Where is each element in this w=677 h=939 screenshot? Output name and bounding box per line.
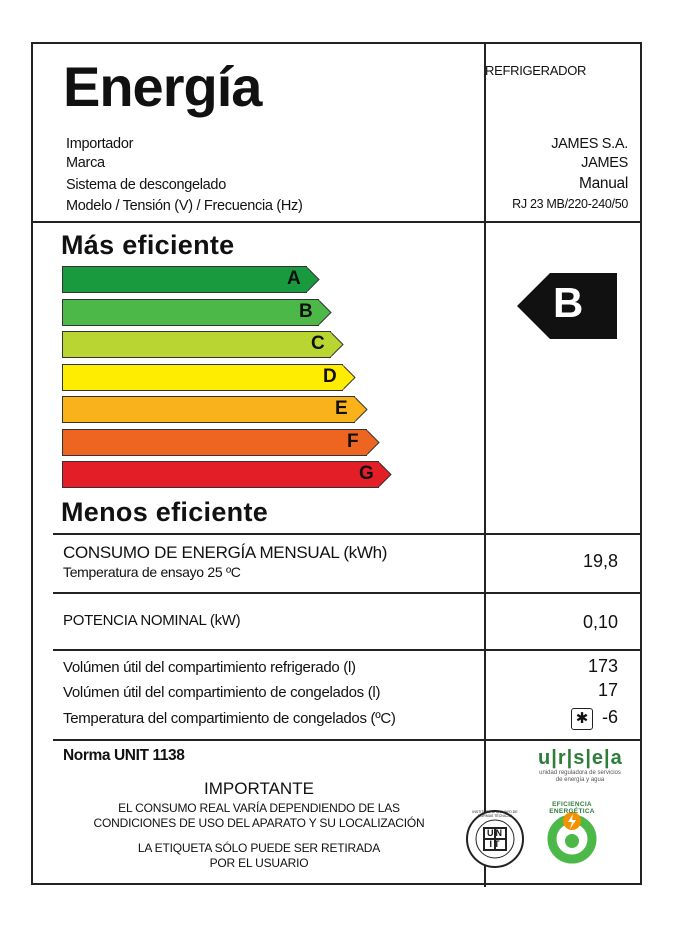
freezer-temperature-value: -6 xyxy=(601,707,618,727)
info-value-importer: JAMES S.A. xyxy=(551,136,628,152)
power-value: 0,10 xyxy=(582,612,618,632)
efficiency-bar-letter: C xyxy=(311,333,325,354)
info-label-defrost: Sistema de descongelado xyxy=(66,177,226,193)
appliance-category: REFRIGERADOR xyxy=(485,63,587,78)
efficiency-bar-tip xyxy=(330,331,344,358)
info-value-model: RJ 23 MB/220-240/50 xyxy=(512,197,628,211)
efficiency-bar-c xyxy=(62,331,345,358)
freezer-star-icon: ✱ xyxy=(571,708,593,730)
unit-seal-text: INSTITUTO URUGUAYO DE NORMAS TÉCNICAS xyxy=(472,810,518,818)
efficiency-bar-fill xyxy=(62,331,331,358)
efficiency-bar-fill xyxy=(62,364,343,391)
divider-consumption xyxy=(53,592,640,594)
freezer-volume-value: 17 xyxy=(597,680,618,700)
info-value-brand: JAMES xyxy=(581,155,628,171)
consumption-value: 19,8 xyxy=(582,551,618,571)
efficiency-seal-text: EFICIENCIA ENERGÉTICA xyxy=(549,801,595,815)
efficiency-bar-e xyxy=(62,396,369,423)
efficiency-bar-fill xyxy=(62,299,319,326)
efficiency-bar-fill xyxy=(62,461,379,488)
efficiency-bar-b xyxy=(62,299,333,326)
efficiency-bar-letter: A xyxy=(287,268,301,289)
info-label-brand: Marca xyxy=(66,155,105,171)
test-temperature-label: Temperatura de ensayo 25 ºC xyxy=(63,564,241,580)
rating-letter: B xyxy=(553,279,584,326)
note-removal-line2: POR EL USUARIO xyxy=(209,856,309,870)
efficiency-bar-tip xyxy=(366,429,380,456)
ursea-logo xyxy=(538,747,622,784)
ursea-logo-subtext: unidad reguladora de servicios de energía y agua xyxy=(539,770,621,783)
info-label-importer: Importador xyxy=(66,136,134,152)
efficiency-bar-a xyxy=(62,266,321,293)
less-efficient-label: Menos eficiente xyxy=(61,497,269,527)
ursea-logo-text: u|r|s|e|a xyxy=(538,747,623,769)
efficiency-bar-tip xyxy=(342,364,356,391)
norm-reference: Norma UNIT 1138 xyxy=(63,747,185,764)
label-title: Energía xyxy=(63,55,262,118)
fridge-volume-value: 173 xyxy=(587,656,618,676)
divider-volumes xyxy=(53,739,640,741)
efficiency-bar-tip xyxy=(354,396,368,423)
efficiency-bar-tip xyxy=(306,266,320,293)
efficiency-bar-letter: E xyxy=(335,398,348,419)
efficiency-bar-fill xyxy=(62,429,367,456)
more-efficient-label: Más eficiente xyxy=(61,230,235,260)
efficiency-bar-tip xyxy=(378,461,392,488)
divider-scale xyxy=(53,533,640,535)
divider-header xyxy=(33,221,640,223)
info-value-defrost: Manual xyxy=(578,175,628,192)
freezer-volume-label: Volúmen útil del compartimiento de congelados (l) xyxy=(63,684,381,701)
energy-efficiency-seal-icon xyxy=(536,801,608,873)
unit-seal-letters: UN IT xyxy=(487,828,504,849)
note-real-consumption-line1: EL CONSUMO REAL VARÍA DEPENDIENDO DE LAS xyxy=(118,801,400,815)
efficiency-bar-g xyxy=(62,461,393,488)
energy-label xyxy=(31,42,642,885)
note-real-consumption-line2: CONDICIONES DE USO DEL APARATO Y SU LOCALIZACIÓN xyxy=(93,816,425,830)
divider-power xyxy=(53,649,640,651)
column-divider xyxy=(484,44,486,887)
efficiency-bar-fill xyxy=(62,396,355,423)
power-label: POTENCIA NOMINAL (kW) xyxy=(63,612,241,629)
efficiency-bar-letter: B xyxy=(299,300,313,322)
freezer-temperature-label: Temperatura del compartimiento de congelados (ºC) xyxy=(63,710,396,727)
efficiency-bar-f xyxy=(62,429,381,456)
important-heading: IMPORTANTE xyxy=(204,779,314,798)
efficiency-bar-fill xyxy=(62,266,307,293)
info-label-model: Modelo / Tensión (V) / Frecuencia (Hz) xyxy=(66,198,303,214)
efficiency-bar-letter: D xyxy=(323,365,337,387)
consumption-label: CONSUMO DE ENERGÍA MENSUAL (kWh) xyxy=(63,543,388,562)
efficiency-bar-letter: F xyxy=(347,430,359,452)
rating-arrow xyxy=(517,273,617,339)
efficiency-bar-letter: G xyxy=(359,463,374,484)
efficiency-bar-tip xyxy=(318,299,332,326)
efficiency-bar-d xyxy=(62,364,357,391)
unit-seal-icon xyxy=(465,809,525,869)
fridge-volume-label: Volúmen útil del compartimiento refrigerado (l) xyxy=(63,659,356,676)
note-removal-line1: LA ETIQUETA SÓLO PUEDE SER RETIRADA xyxy=(137,841,381,855)
